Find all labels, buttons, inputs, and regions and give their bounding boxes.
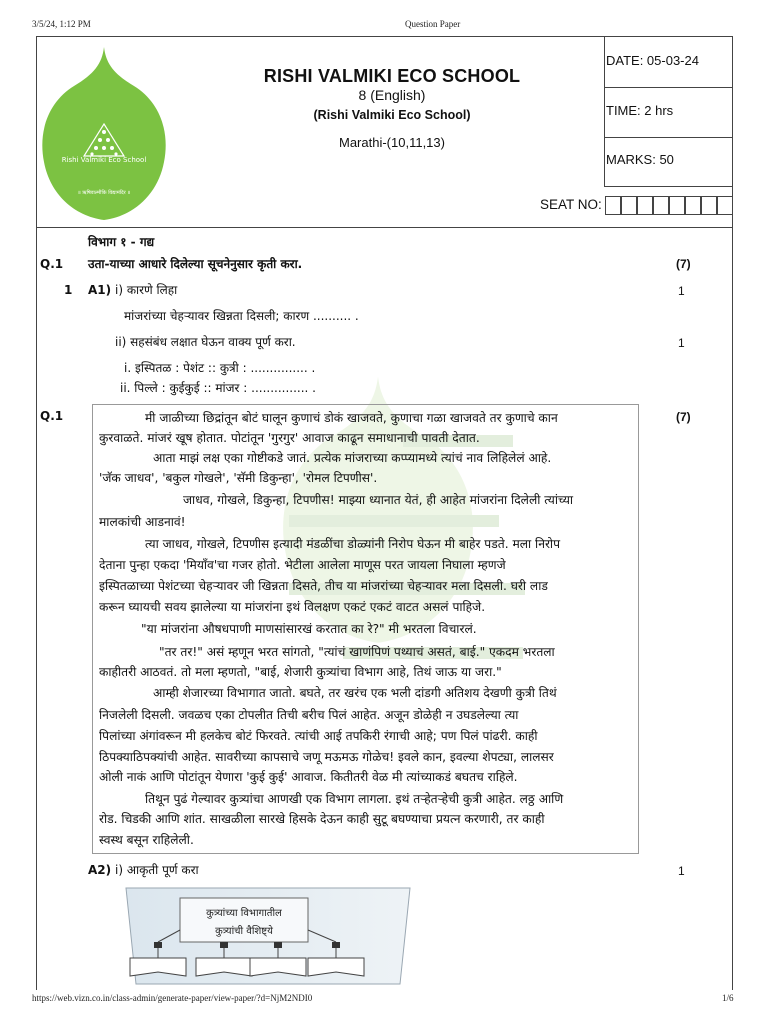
a2-label: A2) xyxy=(88,863,112,877)
sub-number: 1 xyxy=(64,283,73,297)
a1-ii-item-2: ii. पिल्ले : कुईकुई :: मांजर : ............... . xyxy=(120,381,316,395)
passage-line: तिथून पुढं गेल्यावर कुत्र्यांचा आणखी एक विभाग लागला. इथं तऱ्हेतऱ्हेची कुत्री आहेत. लठ्ठ आणि xyxy=(145,792,564,806)
a1-ii-marks: 1 xyxy=(678,336,685,350)
q1-number: Q.1 xyxy=(40,257,64,271)
seat-digit-box[interactable] xyxy=(621,196,637,215)
a2-question: i) आकृती पूर्ण करा xyxy=(115,863,199,877)
seat-digit-box[interactable] xyxy=(685,196,701,215)
a1-marks: 1 xyxy=(678,284,685,298)
passage-line: पिलांच्या अंगांवरून मी हलकेच बोटं फिरवते. त्यांची आई तपकिरी रंगाची आहे; पण पिलं पांढरी. काही xyxy=(99,729,538,743)
q1-marks: (7) xyxy=(676,257,691,271)
subject-label: Marathi-(10,11,13) xyxy=(339,135,445,150)
footer-page: 1/6 xyxy=(722,993,734,1003)
exam-time: TIME: 2 hrs xyxy=(606,103,674,118)
passage-line: इस्पितळाच्या पेशंटच्या चेहऱ्यावर जी खिन्नता दिसते, तीच या मांजरांच्या चेहऱ्यावर मला दिसली. घरी लाड xyxy=(99,579,548,593)
logo-text: Rishi Valmiki Eco School xyxy=(61,156,147,164)
a1-label: A1) xyxy=(88,283,112,297)
seat-digit-box[interactable] xyxy=(701,196,717,215)
a2-marks: 1 xyxy=(678,864,685,878)
passage-box xyxy=(92,404,639,854)
school-logo xyxy=(34,44,174,226)
passage-line: मी जाळीच्या छिद्रांतून बोटं घालून कुणाचं डोकं खाजवते, कुणाचा गळा खाजवते तर कुणाचे कान xyxy=(145,411,558,425)
section-heading: विभाग १ - गद्य xyxy=(88,235,155,249)
print-title: Question Paper xyxy=(405,19,461,29)
logo-motto: ॥ ऋषिवाल्मीकि विद्यामंदिर ॥ xyxy=(77,190,131,196)
passage-line: देताना पुन्हा एकदा 'मियाँव'चा गजर होतो. भेटीला आलेला माणूस परत जायला निघाला म्हणजे xyxy=(99,558,506,572)
concept-web-diagram xyxy=(118,880,418,990)
passage-line: करून घ्यायची सवय झालेल्या या मांजरांना इथं विलक्षण एकटं एकटं वाटत असलं पाहिजे. xyxy=(99,600,486,614)
passage-line: निजलेली दिसली. जवळच एका टोपलीत तिची बरीच पिलं आहेत. अजून डोळेही न उघडलेल्या त्या xyxy=(99,708,519,722)
seat-digit-box[interactable] xyxy=(605,196,621,215)
a1-answer-line: मांजरांच्या चेहऱ्यावर खिन्नता दिसली; कारण .......... . xyxy=(124,309,359,323)
seat-digit-box[interactable] xyxy=(669,196,685,215)
seat-digit-box[interactable] xyxy=(653,196,669,215)
q2-marks: (7) xyxy=(676,410,691,424)
seat-label: SEAT NO: xyxy=(540,197,602,212)
seat-digit-box[interactable] xyxy=(717,196,733,215)
passage-line: जाधव, गोखले, डिकुन्हा, टिपणीस! माझ्या ध्यानात येतं, ही आहेत मांजरांना दिलेली त्यांच्या xyxy=(183,493,574,507)
passage-line: "या मांजरांना औषधपाणी माणसांसारखं करतात का रे?" मी भरतला विचारलं. xyxy=(141,622,477,636)
passage-line: आता माझं लक्ष एका गोष्टीकडे जातं. प्रत्येक मांजराच्या कप्प्यामध्ये त्यांचं नाव लिहिलेलं आहे. xyxy=(153,451,552,465)
passage-line: आम्ही शेजारच्या विभागात जातो. बघते, तर खरंच एक भली दांडगी अतिशय देखणी कुत्री तिथं xyxy=(153,686,557,700)
exam-marks: MARKS: 50 xyxy=(606,152,674,167)
diagram-center-line-2: कुत्र्यांची वैशिष्ट्ये xyxy=(215,926,273,937)
print-datetime: 3/5/24, 1:12 PM xyxy=(32,19,91,29)
passage-line: "तर तर!" असं म्हणून भरत सांगतो, "त्यांचं खाणंपिणं पथ्याचं असतं, बाई." एकदम भरतला xyxy=(159,645,555,659)
a1-ii-item-1: i. इस्पितळ : पेशंट :: कुत्री : ............... . xyxy=(124,361,316,375)
school-subname: (Rishi Valmiki Eco School) xyxy=(313,108,471,122)
diagram-center-line-1: कुत्र्यांच्या विभागातील xyxy=(206,908,282,919)
class-label: 8 (English) xyxy=(358,87,426,103)
passage-line: ओली नाकं आणि पोटांतून येणारा 'कुई कुई' आवाज. कितीतरी वेळ मी त्यांच्याकडं बघतच राहिले. xyxy=(99,770,518,784)
passage-line: काहीतरी आठवतं. तो मला म्हणतो, "बाई, शेजारी कुत्र्यांचा विभाग आहे, तिथं जाऊ या जरा." xyxy=(99,665,502,679)
passage-line: स्वस्थ बसून राहिलेली. xyxy=(99,833,194,847)
passage-line: त्या जाधव, गोखले, टिपणीस इत्यादी मंडळींचा डोळ्यांनी निरोप घेऊन मी बाहेर पडते. मला निरोप xyxy=(145,537,561,551)
passage-line: मालकांची आडनावं! xyxy=(99,515,186,529)
footer-url[interactable]: https://web.vizn.co.in/class-admin/generate-paper/view-paper/?d=NjM2NDI0 xyxy=(32,993,313,1003)
passage-line: ठिपक्याठिपक्यांची आहेत. सावरीच्या कापसाचे जणू मऊमऊ गोळेच! इवले कान, इवल्या शेपट्या, लालसर xyxy=(99,750,554,764)
a1-ii-question: ii) सहसंबंध लक्षात घेऊन वाक्य पूर्ण करा. xyxy=(115,335,296,349)
q2-number: Q.1 xyxy=(40,409,64,423)
logo-text-path xyxy=(62,156,147,164)
passage-line: 'जॅक जाधव', 'बकुल गोखले', 'सॅमी डिकुन्हा', 'रोमल टिपणीस'. xyxy=(99,471,378,485)
meta-divider xyxy=(604,36,605,187)
q1-instruction: उता-याच्या आधारे दिलेल्या सूचनेनुसार कृती करा. xyxy=(88,257,303,271)
passage-line: रोड. चिडकी आणि शांत. साखळीला सारखे हिसके देऊन काही सुटू बघण्याचा प्रयत्न करणारी, तर काही xyxy=(99,812,545,826)
exam-date: DATE: 05-03-24 xyxy=(606,53,699,68)
passage-line: कुरवाळते. मांजरं खूष होतात. पोटांतून 'गुरगुर' आवाज काढून समाधानाची पावती देतात. xyxy=(99,431,480,445)
school-name: RISHI VALMIKI ECO SCHOOL xyxy=(263,66,521,86)
seat-digit-box[interactable] xyxy=(637,196,653,215)
a1-question: i) कारणे लिहा xyxy=(115,283,178,297)
